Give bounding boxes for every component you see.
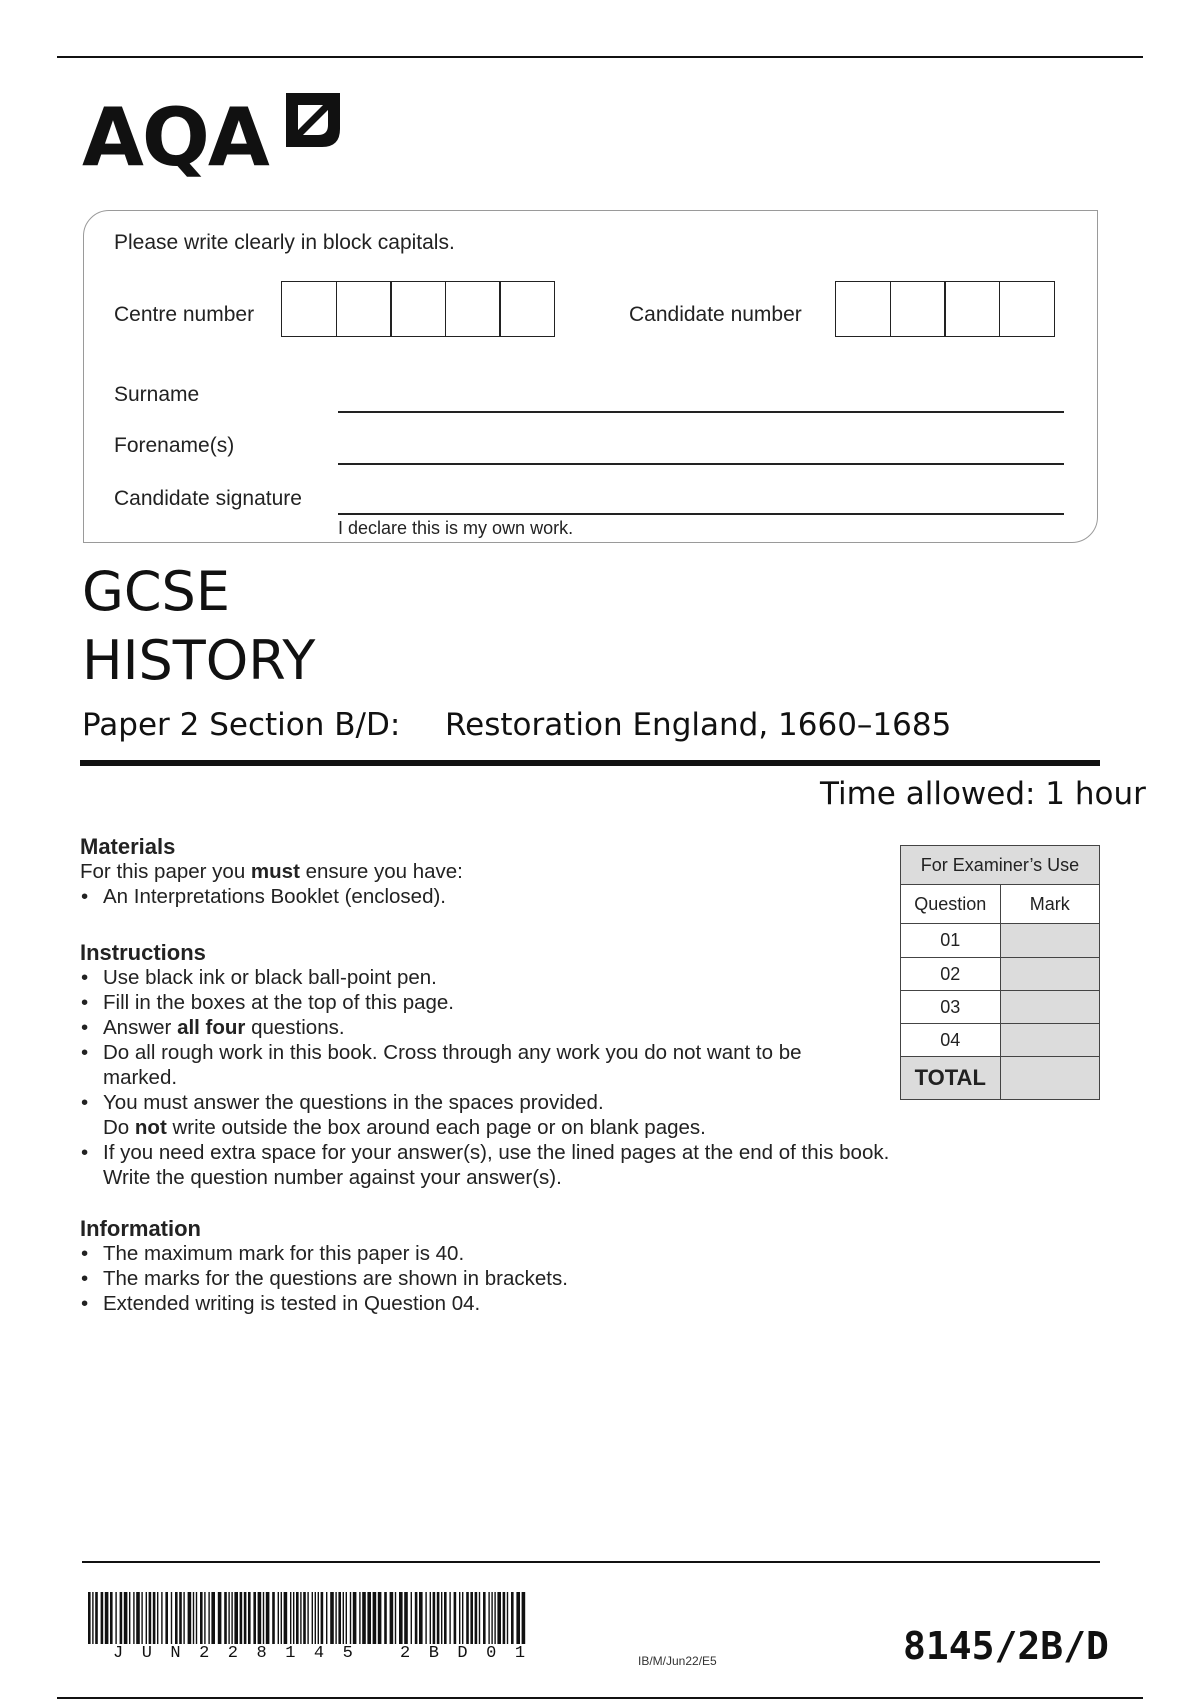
barcode-bar — [433, 1592, 436, 1644]
barcode-bar — [244, 1592, 247, 1644]
barcode-bar — [208, 1592, 209, 1644]
barcode-bar — [494, 1592, 495, 1644]
barcode-bar — [497, 1592, 501, 1644]
candidate-number-digit[interactable] — [999, 281, 1055, 337]
barcode-bar — [350, 1592, 351, 1644]
barcode-bar — [303, 1592, 306, 1644]
materials-heading: Materials — [80, 834, 176, 859]
barcode-bar — [353, 1592, 357, 1644]
barcode-bar — [321, 1592, 324, 1644]
barcode-bar — [161, 1592, 162, 1644]
barcode-bar — [171, 1592, 172, 1644]
logo-text: AQA — [82, 91, 268, 184]
barcode-bar — [326, 1592, 327, 1644]
top-rule — [57, 56, 1143, 58]
barcode-bar — [204, 1592, 205, 1644]
barcode-bar — [312, 1592, 313, 1644]
signature-field[interactable] — [338, 513, 1064, 515]
candidate-details-box — [83, 210, 1098, 543]
barcode-bar — [240, 1592, 243, 1644]
barcode-bar — [124, 1592, 128, 1644]
bottom-rule — [57, 1697, 1143, 1699]
qualification-title: GCSE — [82, 560, 230, 623]
barcode-bar — [449, 1592, 450, 1644]
barcode-bar — [367, 1592, 371, 1644]
barcode-bar — [462, 1592, 463, 1644]
barcode-bar — [522, 1592, 526, 1644]
barcode-bar — [110, 1592, 113, 1644]
barcode-bar — [253, 1592, 256, 1644]
barcode-bar — [470, 1592, 473, 1644]
paper-label: Paper 2 Section B/D: — [82, 707, 401, 743]
barcode-bar — [193, 1592, 194, 1644]
barcode-bar — [234, 1592, 238, 1644]
barcode-bar — [390, 1592, 394, 1644]
barcode — [86, 1592, 526, 1644]
barcode-bar — [153, 1592, 156, 1644]
footer-rule — [82, 1561, 1100, 1563]
centre-number-digit[interactable] — [390, 281, 446, 337]
barcode-bar — [157, 1592, 158, 1644]
total-mark-cell — [1000, 1057, 1100, 1100]
barcode-bar — [318, 1592, 319, 1644]
time-allowed: Time allowed: 1 hour — [820, 776, 1146, 812]
declaration-text: I declare this is my own work. — [338, 518, 574, 538]
candidate-number-label: Candidate number — [629, 303, 802, 326]
barcode-bar — [488, 1592, 489, 1644]
list-item: • Extended writing is tested in Question 04. — [80, 1291, 920, 1316]
information-list — [80, 1241, 920, 1316]
barcode-bar — [419, 1592, 423, 1644]
barcode-bar — [511, 1592, 514, 1644]
list-item: • Fill in the boxes at the top of this page. — [80, 990, 850, 1015]
barcode-bar — [129, 1592, 130, 1644]
instructions-section — [80, 940, 930, 1190]
surname-label: Surname — [114, 383, 200, 406]
mark-cell — [1000, 1024, 1100, 1057]
barcode-bar — [92, 1592, 93, 1644]
barcode-bar — [248, 1592, 251, 1644]
paper-reference: IB/M/Jun22/E5 — [638, 1654, 717, 1668]
list-item: • Use black ink or black ball-point pen. — [80, 965, 850, 990]
candidate-number-digit[interactable] — [944, 281, 1000, 337]
examiner-use-title: For Examiner’s Use — [901, 846, 1100, 885]
barcode-bar — [346, 1592, 347, 1644]
question-column-header: Question — [901, 885, 1001, 924]
barcode-bar — [149, 1592, 152, 1644]
candidate-number-boxes — [835, 281, 1053, 337]
paper-topic: Restoration England, 1660–1685 — [445, 707, 952, 743]
barcode-bar — [300, 1592, 301, 1644]
barcode-bar — [444, 1592, 447, 1644]
barcode-text: JUN228145 2BD01 — [113, 1644, 544, 1663]
barcode-bar — [224, 1592, 227, 1644]
barcode-bar — [105, 1592, 109, 1644]
barcode-bar — [466, 1592, 469, 1644]
barcode-bar — [218, 1592, 222, 1644]
centre-number-digit[interactable] — [499, 281, 555, 337]
barcode-bar — [437, 1592, 440, 1644]
barcode-bar — [404, 1592, 408, 1644]
barcode-bar — [399, 1592, 403, 1644]
candidate-number-digit[interactable] — [890, 281, 946, 337]
centre-number-digit[interactable] — [281, 281, 337, 337]
centre-number-label: Centre number — [114, 303, 255, 326]
barcode-bar — [516, 1592, 520, 1644]
barcode-bar — [278, 1592, 279, 1644]
list-item: • Do all rough work in this book. Cross through any work you do not want to be marked. — [80, 1040, 850, 1090]
barcode-bar — [491, 1592, 492, 1644]
leaf-icon — [284, 91, 342, 149]
question-number: 04 — [901, 1024, 1001, 1057]
barcode-bar — [196, 1592, 197, 1644]
question-number: 03 — [901, 991, 1001, 1024]
examiner-use-table — [900, 845, 1100, 1100]
mark-cell — [1000, 958, 1100, 991]
barcode-bar — [454, 1592, 457, 1644]
instructions-list — [80, 965, 850, 1140]
barcode-bar — [359, 1592, 360, 1644]
barcode-bar — [395, 1592, 396, 1644]
barcode-bar — [95, 1592, 98, 1644]
materials-list — [80, 884, 920, 909]
barcode-bar — [441, 1592, 442, 1644]
materials-section — [80, 834, 920, 909]
barcode-bar — [307, 1592, 308, 1644]
list-item: • You must answer the questions in the spaces provided. Do not write outside the box around each page or on blank pages. — [80, 1090, 850, 1140]
title-divider — [80, 760, 1100, 766]
mark-column-header: Mark — [1000, 885, 1100, 924]
barcode-bar — [507, 1592, 508, 1644]
barcode-bar — [136, 1592, 140, 1644]
barcode-bar — [146, 1592, 147, 1644]
barcode-bar — [425, 1592, 426, 1644]
barcode-bar — [258, 1592, 262, 1644]
list-item: • Answer all four questions. — [80, 1015, 850, 1040]
barcode-bar — [101, 1592, 104, 1644]
forenames-field[interactable] — [338, 463, 1064, 465]
barcode-bar — [120, 1592, 123, 1644]
instructions-list-extra — [80, 1140, 930, 1190]
barcode-bar — [378, 1592, 382, 1644]
barcode-bar — [115, 1592, 116, 1644]
barcode-bar — [263, 1592, 264, 1644]
barcode-bar — [175, 1592, 178, 1644]
barcode-bar — [141, 1592, 142, 1644]
list-item: • The marks for the questions are shown in brackets. — [80, 1266, 920, 1291]
barcode-bar — [459, 1592, 460, 1644]
barcode-bar — [411, 1592, 412, 1644]
barcode-bar — [384, 1592, 387, 1644]
list-item: • The maximum mark for this paper is 40. — [80, 1241, 920, 1266]
question-number: 02 — [901, 958, 1001, 991]
surname-field[interactable] — [338, 411, 1064, 413]
aqa-logo — [82, 88, 352, 188]
barcode-bar — [479, 1592, 480, 1644]
barcode-bar — [415, 1592, 418, 1644]
barcode-bar — [200, 1592, 203, 1644]
centre-number-digit[interactable] — [336, 281, 392, 337]
barcode-bar — [188, 1592, 192, 1644]
barcode-bar — [88, 1592, 91, 1644]
barcode-bar — [330, 1592, 334, 1644]
barcode-bar — [281, 1592, 282, 1644]
barcode-bar — [228, 1592, 229, 1644]
barcode-bar — [296, 1592, 299, 1644]
forenames-label: Forename(s) — [114, 434, 235, 457]
barcode-bar — [343, 1592, 344, 1644]
total-label: TOTAL — [901, 1057, 1001, 1100]
block-capitals-instruction: Please write clearly in block capitals. — [114, 231, 455, 254]
centre-number-boxes — [281, 281, 554, 337]
barcode-bar — [231, 1592, 232, 1644]
centre-number-digit[interactable] — [445, 281, 501, 337]
materials-intro: For this paper you must ensure you have: — [80, 860, 463, 883]
barcode-bar — [133, 1592, 134, 1644]
barcode-bar — [430, 1592, 431, 1644]
barcode-bar — [475, 1592, 478, 1644]
information-heading: Information — [80, 1216, 201, 1241]
mark-cell — [1000, 991, 1100, 1024]
list-item: • If you need extra space for your answer(s), use the lined pages at the end of this book. Write the question number against your answer(s). — [80, 1140, 930, 1190]
barcode-bar — [284, 1592, 288, 1644]
subject-title: HISTORY — [82, 629, 316, 692]
barcode-bar — [211, 1592, 215, 1644]
barcode-bar — [165, 1592, 168, 1644]
barcode-bar — [373, 1592, 377, 1644]
barcode-bar — [362, 1592, 366, 1644]
barcode-bar — [503, 1592, 506, 1644]
barcode-bar — [293, 1592, 294, 1644]
barcode-bar — [266, 1592, 270, 1644]
barcode-bar — [179, 1592, 182, 1644]
signature-label: Candidate signature — [114, 487, 302, 510]
barcode-bar — [335, 1592, 336, 1644]
information-section — [80, 1216, 920, 1316]
barcode-bar — [183, 1592, 184, 1644]
barcode-bar — [272, 1592, 275, 1644]
barcode-bar — [290, 1592, 291, 1644]
question-number: 01 — [901, 924, 1001, 958]
candidate-number-digit[interactable] — [835, 281, 891, 337]
list-item: • An Interpretations Booklet (enclosed). — [80, 884, 920, 909]
paper-code: 8145/2B/D — [903, 1624, 1109, 1668]
barcode-bar — [338, 1592, 341, 1644]
barcode-bar — [315, 1592, 316, 1644]
barcode-bar — [483, 1592, 486, 1644]
instructions-heading: Instructions — [80, 940, 206, 965]
mark-cell — [1000, 924, 1100, 958]
